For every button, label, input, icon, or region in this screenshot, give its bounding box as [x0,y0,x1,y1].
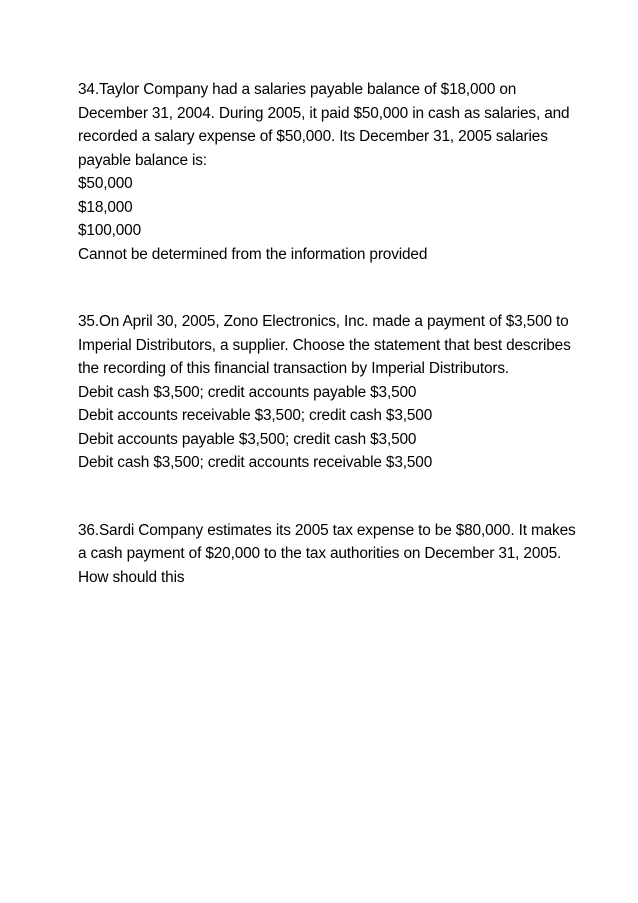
answer-option: $18,000 [78,198,133,216]
question-text: 36.Sardi Company estimates its 2005 tax expense to be $80,000. It makes a cash payment of $20,000 to the tax authorities on December 31, 2005. How should this [78,521,576,586]
question-34 [78,78,578,266]
question-36 [78,519,578,590]
answer-option: Debit accounts receivable $3,500; credit cash $3,500 [78,407,433,424]
answer-option: Debit cash $3,500; credit accounts payable $3,500 [78,383,417,401]
answer-option: Debit accounts payable $3,500; credit cash $3,500 [78,430,417,448]
answer-option: $50,000 [78,175,133,192]
answer-option: Cannot be determined from the information provided [78,245,428,263]
answer-option: Debit cash $3,500; credit accounts receivable $3,500 [78,454,433,471]
document-page [78,78,578,589]
answer-option: $100,000 [78,222,141,239]
question-text: 35.On April 30, 2005, Zono Electronics, Inc. made a payment of $3,500 to Imperial Distributors, a supplier. Choose the statement that best describes the recording of this financial transaction by Imperial Distributors. [78,313,571,377]
question-text: 34.Taylor Company had a salaries payable balance of $18,000 on December 31, 2004. During 2005, it paid $50,000 in cash as salaries, and recorded a salary expense of $50,000. Its December 31, 2005 salaries payable balance is: [78,81,570,169]
question-35 [78,310,578,475]
